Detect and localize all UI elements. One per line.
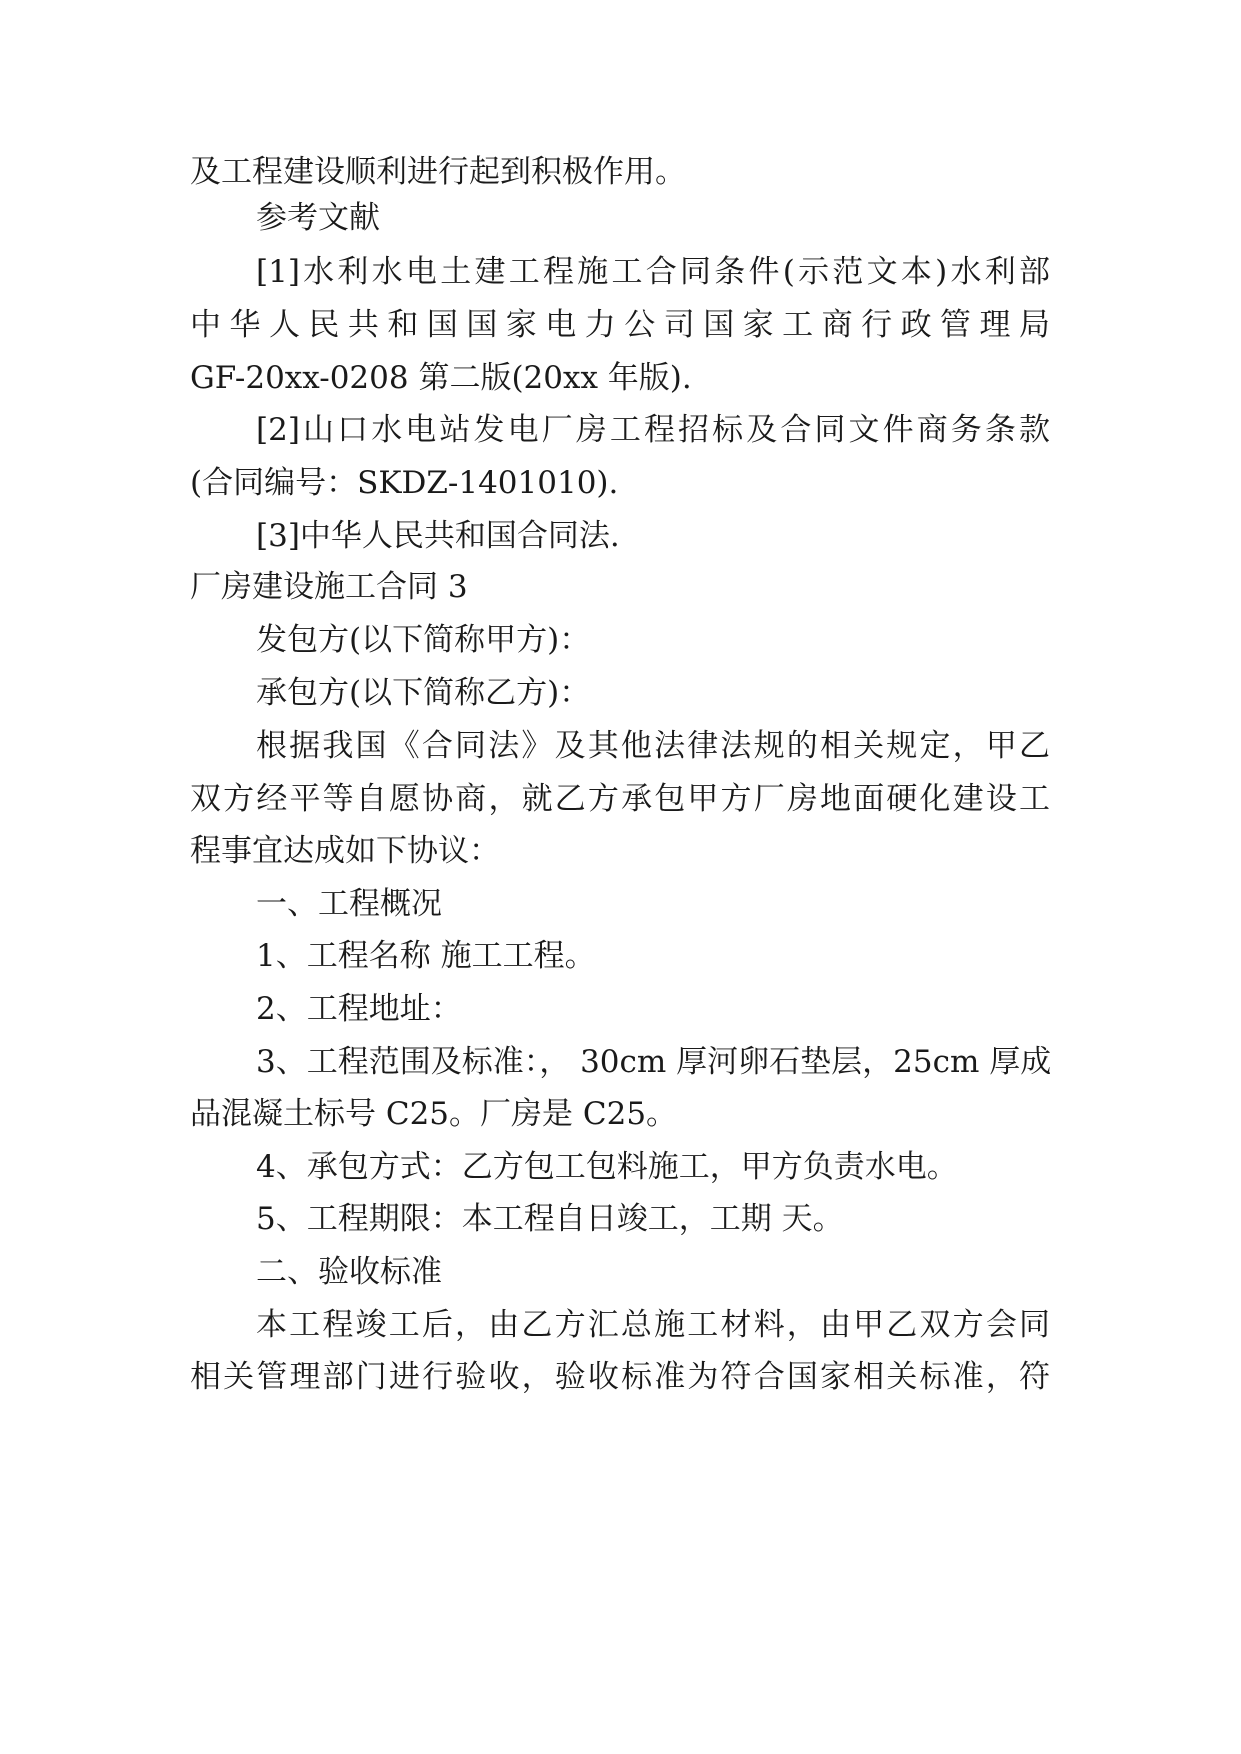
clause-item: 4、承包方式：乙方包工包料施工，甲方负责水电。 [256, 1149, 958, 1185]
reference-item: [1]水利水电土建工程施工合同条件(示范文本)水利部 [256, 254, 1050, 290]
reference-item: [2]山口水电站发电厂房工程招标及合同文件商务条款 [256, 412, 1050, 448]
paragraph-line: 根据我国《合同法》及其他法律法规的相关规定，甲乙 [256, 728, 1050, 764]
paragraph-line: 程事宜达成如下协议： [190, 833, 500, 869]
paragraph-line: 相关管理部门进行验收，验收标准为符合国家相关标准，符 [190, 1359, 1050, 1395]
clause-item: 5、工程期限：本工程自日竣工，工期 天。 [256, 1201, 844, 1237]
reference-item-continued: 中华人民共和国国家电力公司国家工商行政管理局 [190, 307, 1050, 343]
clause-heading: 一、工程概况 [256, 886, 442, 922]
paragraph-line: 本工程竣工后，由乙方汇总施工材料，由甲乙双方会同 [256, 1307, 1050, 1343]
reference-item: [3]中华人民共和国合同法. [256, 518, 620, 554]
clause-heading: 二、验收标准 [256, 1254, 442, 1290]
paragraph-line: 及工程建设顺利进行起到积极作用。 [190, 154, 686, 190]
section-title: 厂房建设施工合同 3 [190, 569, 468, 605]
clause-item: 3、工程范围及标准：， 30cm 厚河卵石垫层，25cm 厚成 [256, 1044, 1052, 1080]
reference-item-continued: (合同编号：SKDZ-1401010). [190, 465, 619, 501]
paragraph-line: 双方经平等自愿协商，就乙方承包甲方厂房地面硬化建设工 [190, 781, 1050, 817]
clause-item: 2、工程地址： [256, 991, 462, 1027]
reference-item-continued: GF-20xx-0208 第二版(20xx 年版). [190, 360, 692, 396]
party-b-line: 承包方(以下简称乙方)： [256, 675, 591, 711]
clause-item-continued: 品混凝土标号 C25。厂房是 C25。 [190, 1096, 678, 1132]
clause-item: 1、工程名称 施工工程。 [256, 938, 596, 974]
party-a-line: 发包方(以下简称甲方)： [256, 622, 591, 658]
references-heading: 参考文献 [256, 200, 380, 236]
